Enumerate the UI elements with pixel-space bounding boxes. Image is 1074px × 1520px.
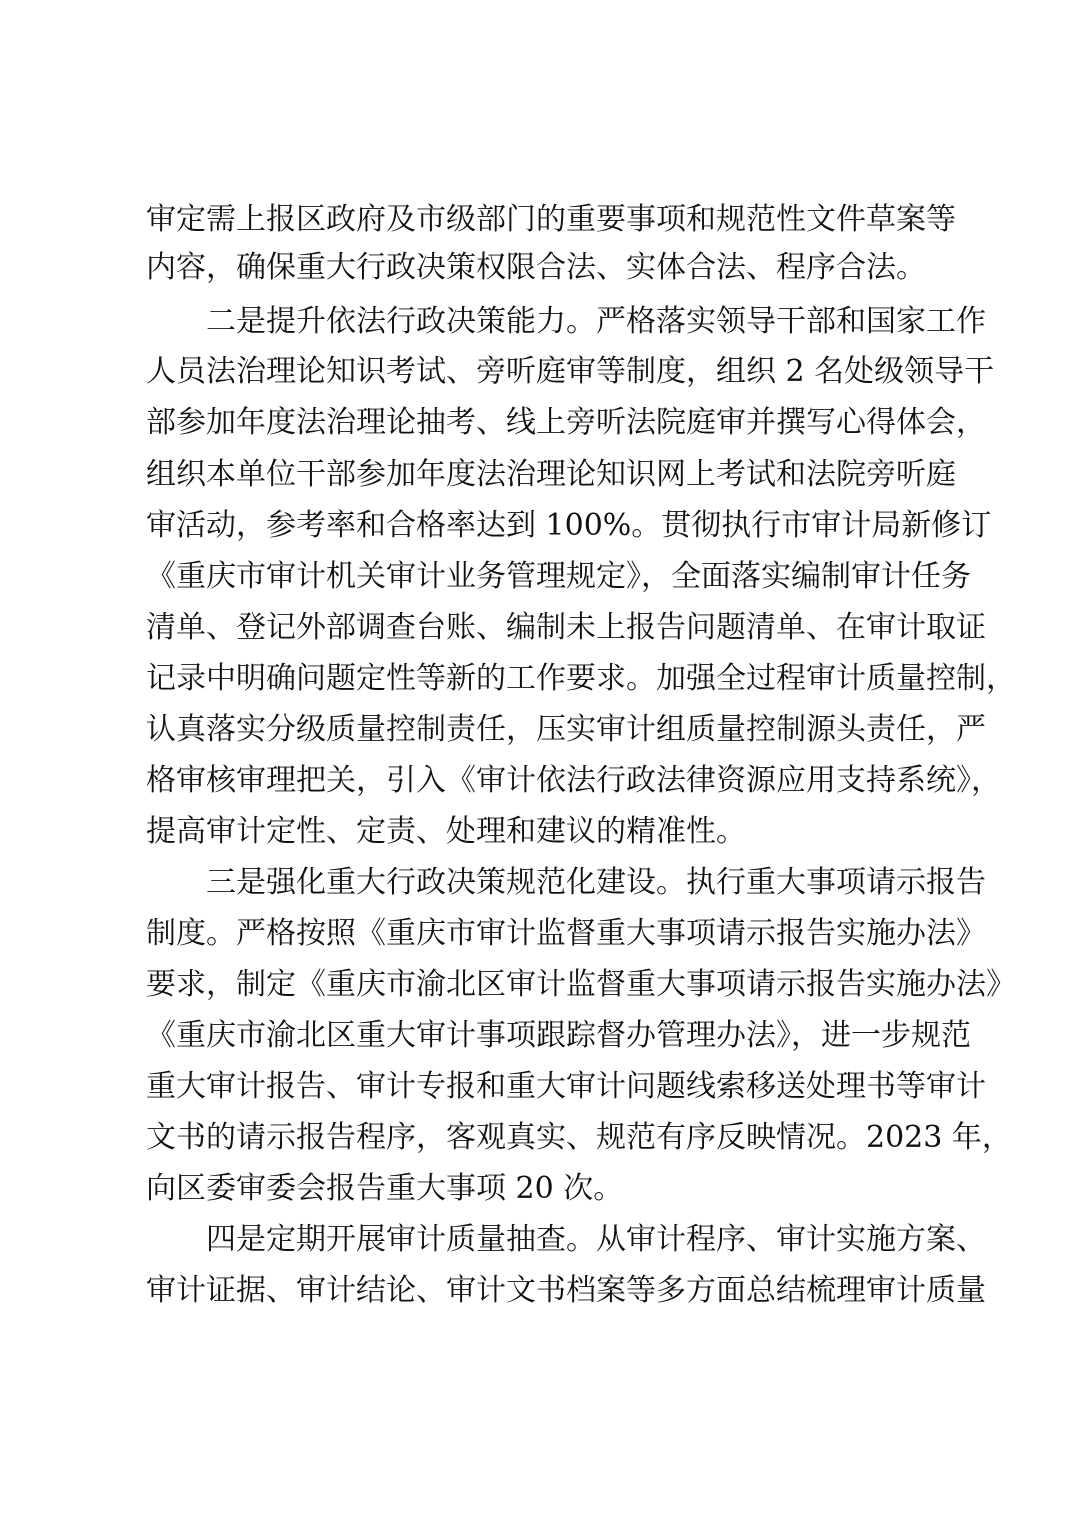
text-line: 《重庆市渝北区重大审计事项跟踪督办管理办法》，进一步规范 (146, 1018, 971, 1053)
text-line: 审活动，参考率和合格率达到 100%。贯彻执行市审计局新修订 (146, 508, 992, 543)
text-line: 审定需上报区政府及市级部门的重要事项和规范性文件草案等 (146, 202, 956, 237)
text-line: 格审核审理把关，引入《审计依法行政法律资源应用支持系统》， (146, 763, 1001, 798)
text-line: 清单、登记外部调查台账、编制未上报告问题清单、在审计取证 (146, 610, 986, 645)
text-line: 内容，确保重大行政决策权限合法、实体合法、程序合法。 (146, 250, 926, 285)
text-line: 要求，制定《重庆市渝北区审计监督重大事项请示报告实施办法》 (146, 967, 1016, 1002)
text-line: 制度。严格按照《重庆市审计监督重大事项请示报告实施办法》 (146, 916, 986, 951)
text-line: 人员法治理论知识考试、旁听庭审等制度，组织 2 名处级领导干 (146, 354, 995, 389)
text-line: 《重庆市审计机关审计业务管理规定》，全面落实编制审计任务 (146, 559, 971, 594)
text-line: 提高审计定性、定责、处理和建议的精准性。 (146, 814, 746, 849)
text-line: 记录中明确问题定性等新的工作要求。加强全过程审计质量控制， (146, 661, 1016, 696)
text-line: 向区委审委会报告重大事项 20 次。 (146, 1171, 624, 1206)
text-line: 组织本单位干部参加年度法治理论知识网上考试和法院旁听庭 (146, 457, 956, 492)
paragraph-start-line: 二是提升依法行政决策能力。严格落实领导干部和国家工作 (206, 304, 986, 339)
paragraph-start-line: 四是定期开展审计质量抽查。从审计程序、审计实施方案、 (206, 1222, 986, 1257)
paragraph-start-line: 三是强化重大行政决策规范化建设。执行重大事项请示报告 (206, 865, 986, 900)
text-line: 文书的请示报告程序，客观真实、规范有序反映情况。2023 年， (146, 1120, 1012, 1155)
text-line: 部参加年度法治理论抽考、线上旁听法院庭审并撰写心得体会， (146, 405, 986, 440)
text-line: 认真落实分级质量控制责任，压实审计组质量控制源头责任，严 (146, 712, 986, 747)
text-line: 审计证据、审计结论、审计文书档案等多方面总结梳理审计质量 (146, 1273, 986, 1308)
text-line: 重大审计报告、审计专报和重大审计问题线索移送处理书等审计 (146, 1069, 986, 1104)
